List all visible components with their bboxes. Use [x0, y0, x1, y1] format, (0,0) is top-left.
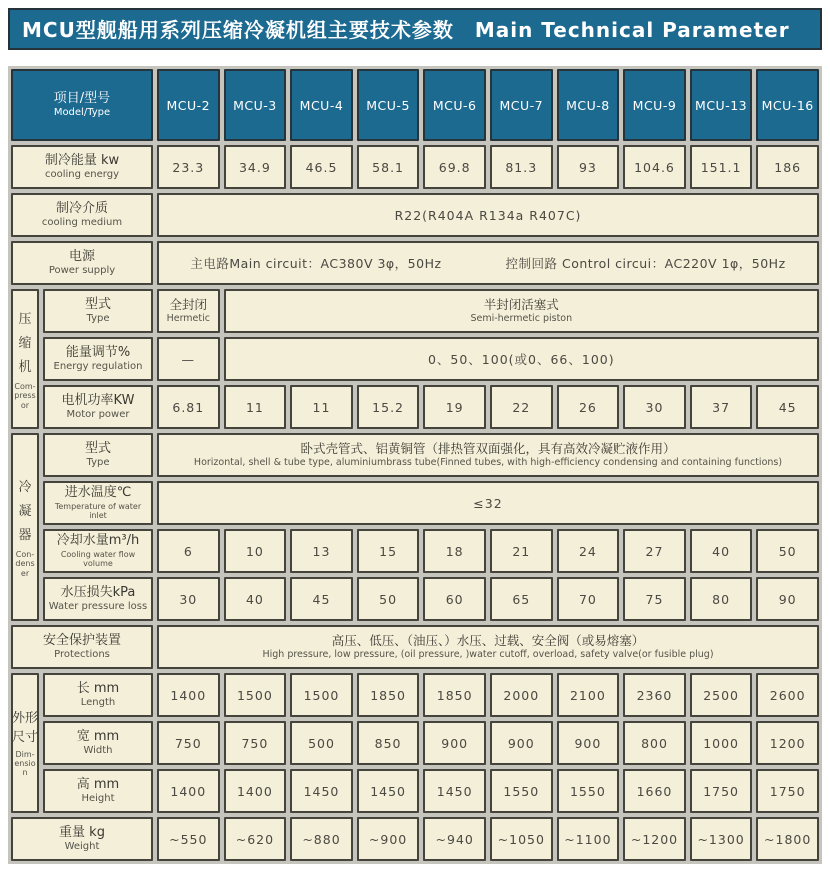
value-cell	[756, 817, 819, 861]
value-cell-text: 10	[245, 543, 264, 559]
column-header-cell-text: MCU-2	[166, 97, 211, 113]
row-label-height	[43, 769, 153, 813]
page-title-text: MCU型舰船用系列压缩冷凝机组主要技术参数 Main Technical Parameter	[22, 18, 790, 42]
value-cell-text: 15.2	[372, 399, 405, 415]
value-cell	[290, 769, 353, 813]
section-label-condenser	[11, 433, 39, 621]
row-label-zh: 重量 kg	[59, 824, 105, 840]
value-cell-text: 850	[374, 735, 402, 751]
row-water-pressure-loss	[43, 577, 819, 621]
condenser-type-value-cell	[157, 433, 819, 477]
value-cell	[423, 721, 486, 765]
row-label-zh: 型式	[84, 440, 111, 456]
value-cell-text: ~1800	[764, 831, 812, 847]
row-cooling-water-flow	[43, 529, 819, 573]
row-label-zh: 能量调节%	[65, 344, 131, 360]
row-power-supply	[11, 241, 819, 285]
value-cell-text: ~1200	[630, 831, 679, 847]
value-cell	[623, 817, 686, 861]
value-cell-text: 900	[441, 735, 469, 751]
value-cell-text: 37	[712, 399, 731, 415]
row-label-cooling-energy	[11, 145, 153, 189]
cooling-medium-value: R22(R404A R134a R407C)	[394, 207, 582, 223]
column-header-cell	[756, 69, 819, 141]
value-cell	[157, 817, 220, 861]
row-height	[43, 769, 819, 813]
cooling-medium-value-cell	[157, 193, 819, 237]
value-cell	[490, 817, 553, 861]
value-cell	[157, 721, 220, 765]
value-cell	[357, 769, 420, 813]
row-label-width	[43, 721, 153, 765]
value-cell-text: 1750	[703, 783, 739, 799]
row-length	[43, 673, 819, 717]
value-cell-text: 2000	[503, 687, 540, 703]
value-cell	[357, 721, 420, 765]
row-label-en: Width	[83, 745, 113, 757]
value-cell	[224, 145, 287, 189]
value-cell-text: 80	[712, 591, 731, 607]
value-cell-text: 1450	[370, 783, 406, 799]
page-title	[8, 8, 822, 50]
value-cell-text: 151.1	[700, 159, 742, 175]
value-cell-text: 11	[312, 399, 331, 415]
condenser-type-zh: 卧式壳管式、铝黄铜管（排热管双面强化，具有高效冷凝贮液作用）	[300, 440, 676, 456]
row-condenser-type	[43, 433, 819, 477]
dimension-rows	[43, 673, 819, 813]
value-cell	[157, 673, 220, 717]
value-cell-text: 1450	[303, 783, 340, 799]
compressor-type-semihermetic-cell	[224, 289, 819, 333]
value-cell-text: 1450	[436, 783, 473, 799]
header-label-cell	[11, 69, 153, 141]
value-cell	[224, 577, 287, 621]
value-cell	[690, 529, 753, 573]
value-cell	[490, 769, 553, 813]
section-label-en: Dim-ension	[14, 749, 36, 778]
value-cell	[557, 577, 620, 621]
row-label-en: cooling energy	[45, 169, 119, 181]
value-cell	[357, 577, 420, 621]
value-cell-text: 90	[778, 591, 797, 607]
energy-regulation-first-cell	[157, 337, 220, 381]
row-label-power-supply	[11, 241, 153, 285]
value-cell	[690, 385, 753, 429]
column-header-cell	[690, 69, 753, 141]
value-cell-text: 1000	[703, 735, 739, 751]
value-cell	[224, 817, 287, 861]
row-label-en: Motor power	[66, 409, 130, 421]
value-cell-text: 60	[445, 591, 464, 607]
value-cell-text: 900	[574, 735, 602, 751]
row-label-en: Type	[86, 457, 110, 469]
row-label-zh: 宽 mm	[76, 728, 120, 744]
row-label-en: Power supply	[48, 265, 116, 277]
value-cell-text: 1400	[170, 687, 207, 703]
value-cell	[490, 385, 553, 429]
value-cell	[224, 721, 287, 765]
value-cell	[224, 385, 287, 429]
row-water-inlet-temperature	[43, 481, 819, 525]
value-cell-text: ~620	[235, 831, 275, 847]
row-label-en: Protections	[54, 649, 110, 661]
value-cell	[224, 769, 287, 813]
value-cell-text: 1500	[236, 687, 273, 703]
row-label-zh: 长 mm	[76, 680, 120, 696]
value-cell-text: 1750	[769, 783, 806, 799]
value-cell	[224, 673, 287, 717]
row-label-water-pressure-loss	[43, 577, 153, 621]
value-cell-text: 50	[379, 591, 398, 607]
energy-regulation-rest-cell	[224, 337, 819, 381]
value-cell	[623, 145, 686, 189]
value-cell	[756, 145, 819, 189]
row-label-zh: 型式	[84, 296, 111, 312]
row-weight	[11, 817, 819, 861]
value-cell-text: 1400	[236, 783, 273, 799]
value-cell	[290, 817, 353, 861]
column-header-cell-text: MCU-7	[499, 97, 544, 113]
value-cell	[357, 529, 420, 573]
value-cell	[690, 577, 753, 621]
row-label-zh: 电源	[68, 248, 95, 264]
value-cell-text: 65	[512, 591, 531, 607]
value-cell-text: 34.9	[238, 159, 271, 175]
value-cell-text: 30	[645, 399, 664, 415]
hermetic-zh: 全封闭	[169, 296, 208, 312]
value-cell	[690, 769, 753, 813]
column-header-cell-text: MCU-8	[566, 97, 610, 113]
section-label-en: Com-pressor	[14, 382, 36, 410]
value-cell-text: 1500	[303, 687, 340, 703]
value-cell	[157, 145, 220, 189]
value-cell-text: ~880	[302, 831, 341, 847]
row-label-zh: 高 mm	[76, 776, 120, 792]
value-cell-text: 750	[241, 735, 269, 751]
row-label-protections	[11, 625, 153, 669]
row-label-cooling-water-flow	[43, 529, 153, 573]
section-label-zh: 压缩机	[18, 312, 32, 376]
column-header-cell	[157, 69, 220, 141]
row-label-zh: 冷却水量m³/h	[56, 533, 140, 549]
value-cell-text: 23.3	[172, 159, 205, 175]
value-cell	[490, 577, 553, 621]
row-label-motor-power	[43, 385, 153, 429]
value-cell	[690, 721, 753, 765]
value-cell-text: 11	[245, 399, 264, 415]
value-cell-text: 6.81	[172, 399, 205, 415]
value-cell-text: 30	[179, 591, 198, 607]
row-label-zh: 进水温度℃	[64, 485, 132, 501]
value-cell-text: 750	[174, 735, 202, 751]
value-cell	[490, 145, 553, 189]
compressor-type-hermetic-cell	[157, 289, 220, 333]
value-cell	[690, 673, 753, 717]
value-cell	[157, 769, 220, 813]
energy-regulation-value: 0、50、100(或0、66、100)	[427, 352, 615, 367]
value-cell-text: 45	[312, 591, 331, 607]
value-cell-text: 1850	[436, 687, 473, 703]
row-label-energy-regulation	[43, 337, 153, 381]
row-label-length	[43, 673, 153, 717]
value-cell-text: 800	[641, 735, 668, 751]
row-label-en: Weight	[64, 841, 100, 853]
value-cell	[290, 577, 353, 621]
column-header-cell	[357, 69, 420, 141]
value-cell-text: 75	[645, 591, 664, 607]
condenser-rows	[43, 433, 819, 621]
value-cell-text: ~1050	[497, 831, 545, 847]
value-cell-text: 24	[578, 543, 597, 559]
row-label-en: Cooling water flow volume	[60, 549, 136, 569]
power-supply-control-circuit: 控制回路 Control circui：AC220V 1φ，50Hz	[505, 256, 786, 271]
value-cell	[756, 385, 819, 429]
column-header-cell	[423, 69, 486, 141]
row-cooling-energy	[11, 145, 819, 189]
column-header-cell	[224, 69, 287, 141]
value-cell-text: 2100	[569, 687, 606, 703]
value-cell-text: 186	[774, 159, 802, 175]
column-header-cell	[290, 69, 353, 141]
value-cell-text: 2600	[769, 687, 806, 703]
column-header-cell-text: MCU-16	[761, 97, 814, 113]
value-cell	[423, 769, 486, 813]
value-cell	[157, 577, 220, 621]
row-label-weight	[11, 817, 153, 861]
row-compressor-type	[43, 289, 819, 333]
value-cell	[290, 385, 353, 429]
value-cell-text: 93	[578, 159, 597, 175]
value-cell-text: 1200	[769, 735, 806, 751]
value-cell-text: 26	[578, 399, 597, 415]
value-cell	[557, 529, 620, 573]
value-cell-text: 2360	[636, 687, 673, 703]
value-cell-text: ~940	[435, 831, 474, 847]
value-cell	[290, 673, 353, 717]
section-label-compressor	[11, 289, 39, 429]
value-cell	[623, 577, 686, 621]
water-inlet-value: ≤32	[473, 495, 503, 511]
value-cell-text: 40	[712, 543, 731, 559]
value-cell-text: 2500	[703, 687, 739, 703]
row-label-en: cooling medium	[41, 217, 123, 229]
power-supply-value-cell	[157, 241, 819, 285]
value-cell	[157, 385, 220, 429]
parameters-table	[8, 66, 822, 864]
value-cell-text: 58.1	[372, 159, 405, 175]
value-cell	[423, 145, 486, 189]
value-cell	[290, 721, 353, 765]
value-cell	[157, 529, 220, 573]
column-header-cell	[490, 69, 553, 141]
value-cell-text: 900	[507, 735, 535, 751]
value-cell	[290, 529, 353, 573]
row-label-en: Temperature of water inlet	[54, 501, 142, 521]
value-cell-text: 1400	[170, 783, 207, 799]
value-cell	[357, 385, 420, 429]
value-cell-text: 81.3	[505, 159, 538, 175]
column-header-cell-text: MCU-3	[233, 97, 277, 113]
value-cell	[623, 529, 686, 573]
value-cell	[557, 145, 620, 189]
row-cooling-medium	[11, 193, 819, 237]
value-cell	[357, 145, 420, 189]
value-cell-text: 15	[379, 543, 398, 559]
value-cell-text: 21	[512, 543, 531, 559]
column-header-cell	[623, 69, 686, 141]
column-header-cell-text: MCU-13	[695, 97, 748, 113]
value-cell-text: ~550	[169, 831, 208, 847]
value-cell	[490, 673, 553, 717]
protections-value-cell	[157, 625, 819, 669]
section-label-en: Con-denser	[15, 550, 35, 578]
value-cell	[557, 385, 620, 429]
value-cell	[557, 817, 620, 861]
value-cell-text: ~1100	[564, 831, 612, 847]
row-protections	[11, 625, 819, 669]
value-cell	[290, 145, 353, 189]
water-inlet-value-cell	[157, 481, 819, 525]
value-cell-text: 45	[778, 399, 797, 415]
power-supply-main-circuit: 主电路Main circuit：AC380V 3φ，50Hz	[190, 256, 442, 271]
semihermetic-zh: 半封闭活塞式	[483, 296, 559, 312]
column-header-cell	[557, 69, 620, 141]
value-cell	[423, 385, 486, 429]
value-cell	[357, 817, 420, 861]
row-label-cooling-medium	[11, 193, 153, 237]
value-cell	[690, 817, 753, 861]
section-label-zh: 外形尺寸	[11, 710, 38, 746]
value-cell-text: ~900	[368, 831, 408, 847]
row-label-water-inlet	[43, 481, 153, 525]
value-cell-text: 22	[512, 399, 531, 415]
value-cell-text: 1550	[569, 783, 606, 799]
value-cell-text: 18	[445, 543, 464, 559]
row-width	[43, 721, 819, 765]
value-cell-text: 19	[445, 399, 464, 415]
table-header-row	[11, 69, 819, 141]
column-header-cell-text: MCU-9	[632, 97, 677, 113]
row-label-compressor-type	[43, 289, 153, 333]
section-compressor	[11, 289, 819, 429]
row-label-en: Length	[80, 697, 116, 709]
value-cell	[423, 529, 486, 573]
section-label-zh: 冷凝器	[18, 480, 32, 544]
row-energy-regulation	[43, 337, 819, 381]
value-cell-text: 6	[183, 543, 193, 559]
value-cell	[423, 577, 486, 621]
value-cell-text: 1850	[370, 687, 406, 703]
header-label-en: Model/Type	[53, 107, 111, 119]
energy-regulation-dash: —	[181, 351, 196, 367]
row-label-en: Water pressure loss	[48, 601, 148, 613]
value-cell-text: 500	[308, 735, 335, 751]
header-label-zh: 项目/型号	[53, 90, 111, 106]
row-motor-power	[43, 385, 819, 429]
row-label-en: Height	[81, 793, 115, 805]
hermetic-en: Hermetic	[166, 313, 210, 325]
row-label-condenser-type	[43, 433, 153, 477]
value-cell	[756, 529, 819, 573]
value-cell-text: 27	[645, 543, 664, 559]
compressor-rows	[43, 289, 819, 429]
semihermetic-en: Semi-hermetic piston	[470, 313, 573, 325]
section-label-dimension	[11, 673, 39, 813]
row-label-zh: 安全保护装置	[42, 632, 121, 648]
value-cell-text: 69.8	[438, 159, 471, 175]
value-cell-text: 1550	[503, 783, 540, 799]
value-cell	[756, 673, 819, 717]
row-label-zh: 制冷介质	[55, 200, 108, 216]
column-header-cell-text: MCU-5	[366, 97, 410, 113]
row-label-zh: 水压损失kPa	[60, 584, 136, 600]
row-label-en: Energy regulation	[53, 361, 143, 373]
column-header-cell-text: MCU-4	[299, 97, 344, 113]
value-cell	[490, 529, 553, 573]
row-label-zh: 电机功率KW	[61, 392, 135, 408]
row-label-zh: 制冷能量 kw	[44, 152, 120, 168]
value-cell	[623, 673, 686, 717]
value-cell	[623, 385, 686, 429]
value-cell	[224, 529, 287, 573]
value-cell-text: 1660	[636, 783, 673, 799]
value-cell	[490, 721, 553, 765]
protections-en: High pressure, low pressure, (oil pressure, )water cutoff, overload, safety valve(or fusible plug)	[262, 649, 714, 661]
value-cell	[690, 145, 753, 189]
protections-zh: 高压、低压、（油压、）水压、过载、安全阀（或易熔塞）	[331, 632, 645, 648]
section-condenser	[11, 433, 819, 621]
value-cell	[357, 673, 420, 717]
condenser-type-en: Horizontal, shell & tube type, aluminiumbrass tube(Finned tubes, with high-efficiency condensing and containing functions)	[193, 457, 783, 469]
value-cell-text: ~1300	[697, 831, 745, 847]
value-cell	[756, 769, 819, 813]
value-cell-text: 50	[778, 543, 797, 559]
value-cell	[623, 721, 686, 765]
value-cell	[756, 721, 819, 765]
value-cell-text: 46.5	[305, 159, 338, 175]
value-cell	[423, 673, 486, 717]
value-cell-text: 13	[312, 543, 331, 559]
value-cell	[557, 721, 620, 765]
value-cell-text: 40	[245, 591, 264, 607]
value-cell-text: 104.6	[634, 159, 675, 175]
value-cell	[756, 577, 819, 621]
value-cell-text: 70	[578, 591, 597, 607]
section-dimension	[11, 673, 819, 813]
value-cell	[557, 673, 620, 717]
row-label-en: Type	[86, 313, 110, 325]
value-cell	[423, 817, 486, 861]
column-header-cell-text: MCU-6	[432, 97, 477, 113]
value-cell	[557, 769, 620, 813]
value-cell	[623, 769, 686, 813]
